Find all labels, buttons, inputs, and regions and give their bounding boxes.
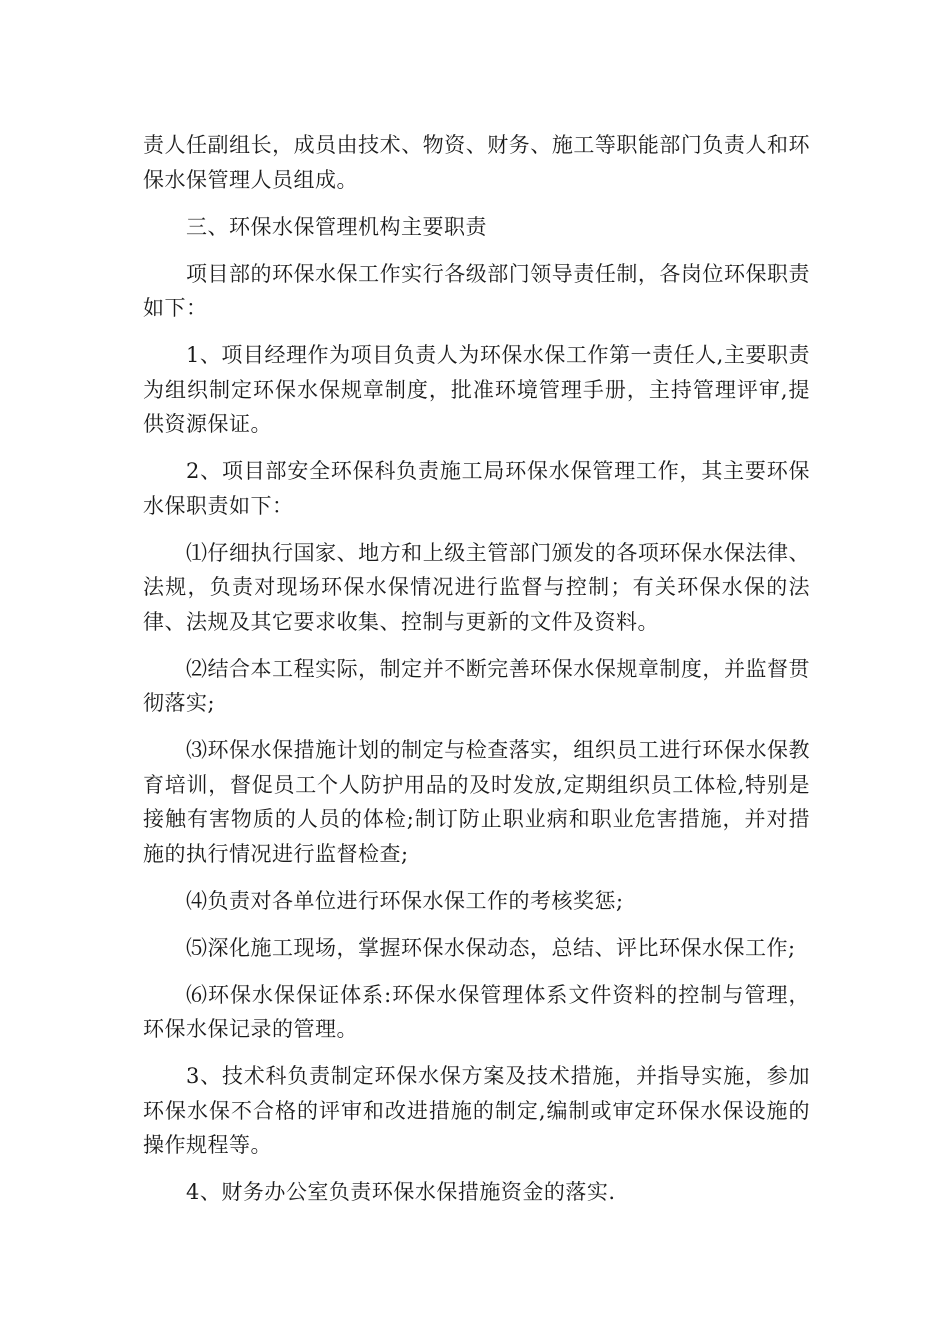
paragraph-subitem-1: ⑴仔细执行国家、地方和上级主管部门颁发的各项环保水保法律、法规，负责对现场环保水保情况进行监督与控制；有关环保水保的法律、法规及其它要求收集、控制与更新的文件及资料。 [143, 540, 810, 634]
document-body [143, 128, 810, 1222]
section-heading: 三、环保水保管理机构主要职责 [186, 214, 487, 239]
paragraph-subitem-3: ⑶环保水保措施计划的制定与检查落实，组织员工进行环保水保教育培训，督促员工个人防护用品的及时发放,定期组织员工体检,特别是接触有害物质的人员的体检;制订防止职业病和职业危害措施，并对措施的执行情况进行监督检查; [143, 738, 810, 866]
paragraph-continuation: 责人任副组长，成员由技术、物资、财务、施工等职能部门负责人和环保水保管理人员组成。 [143, 133, 810, 192]
paragraph-item-2: 2、项目部安全环保科负责施工局环保水保管理工作，其主要环保水保职责如下： [143, 459, 810, 518]
paragraph-item-3: 3、技术科负责制定环保水保方案及技术措施，并指导实施，参加环保水保不合格的评审和改进措施的制定,编制或审定环保水保设施的操作规程等。 [143, 1064, 810, 1157]
paragraph-subitem-5: ⑸深化施工现场，掌握环保水保动态，总结、评比环保水保工作; [186, 935, 796, 960]
paragraph-item-1: 1、项目经理作为项目负责人为环保水保工作第一责任人,主要职责为组织制定环保水保规章制度，批准环境管理手册，主持管理评审,提供资源保证。 [143, 343, 810, 436]
paragraph-subitem-4: ⑷负责对各单位进行环保水保工作的考核奖惩; [186, 888, 624, 913]
paragraph-subitem-6: ⑹环保水保保证体系:环保水保管理体系文件资料的控制与管理，环保水保记录的管理。 [143, 982, 810, 1041]
paragraph-intro: 项目部的环保水保工作实行各级部门领导责任制，各岗位环保职责如下： [143, 261, 810, 320]
paragraph-subitem-2: ⑵结合本工程实际，制定并不断完善环保水保规章制度，并监督贯彻落实; [143, 656, 810, 715]
paragraph-item-4: 4、财务办公室负责环保水保措施资金的落实. [186, 1180, 616, 1204]
